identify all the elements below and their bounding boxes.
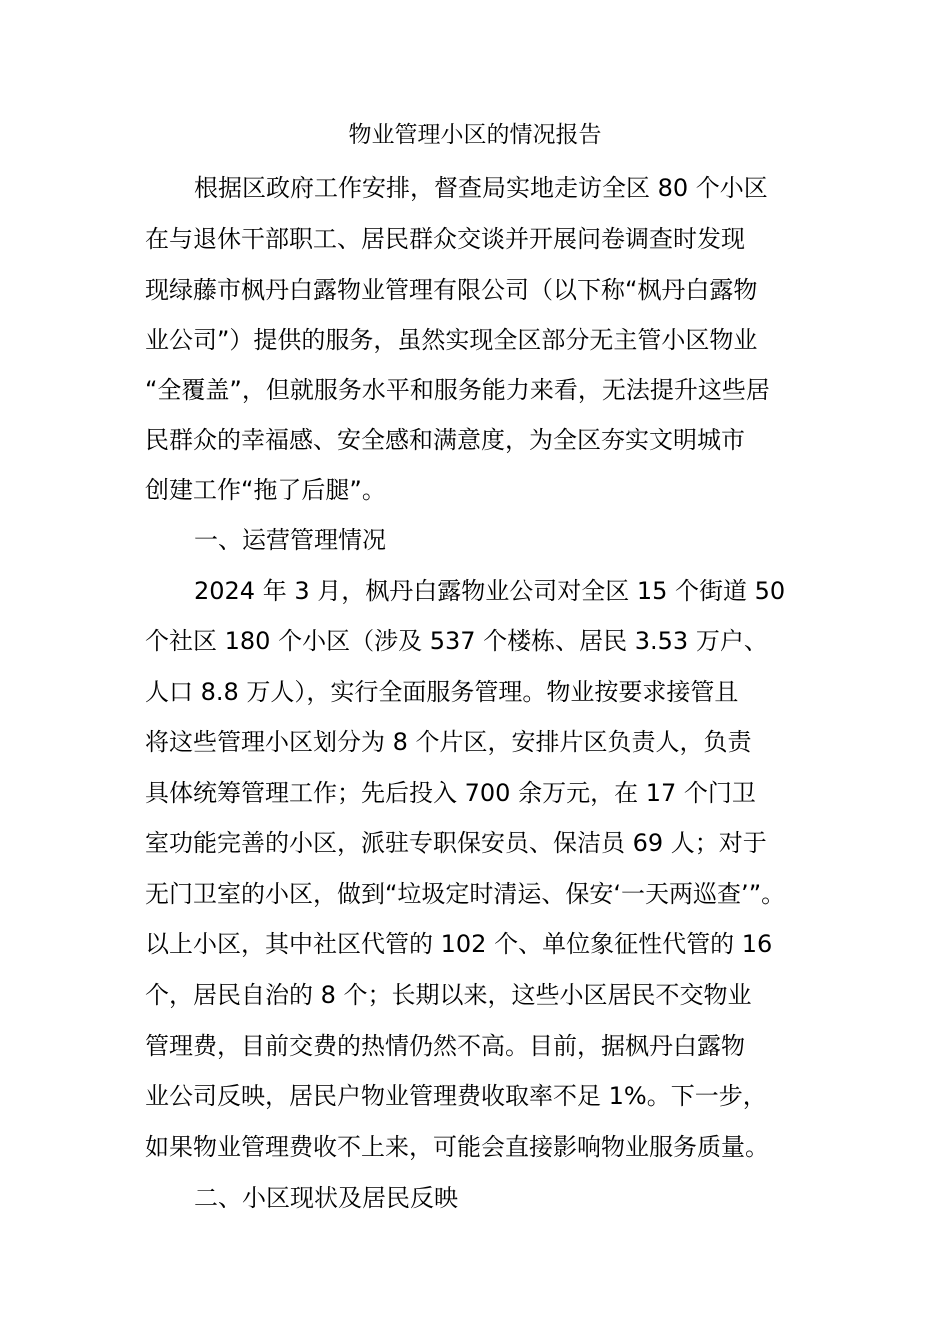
paragraph-line: 在与退休干部职工、居民群众交谈并开展问卷调查时发现: [145, 225, 745, 253]
document-title: 物业管理小区的情况报告: [348, 122, 602, 148]
paragraph-line: 民群众的幸福感、安全感和满意度，为全区夯实文明城市: [145, 426, 745, 454]
paragraph-line: 将这些管理小区划分为 8 个片区，安排片区负责人，负责: [145, 728, 752, 756]
paragraph-line: 现绿藤市枫丹白露物业管理有限公司（以下称“枫丹白露物: [145, 276, 758, 304]
paragraph-line: 如果物业管理费收不上来，可能会直接影响物业服务质量。: [145, 1133, 769, 1161]
paragraph-line: 个，居民自治的 8 个；长期以来，这些小区居民不交物业: [145, 981, 752, 1009]
paragraph-line: 创建工作“拖了后腿”。: [145, 476, 386, 504]
paragraph-line: 根据区政府工作安排，督查局实地走访全区 80 个小区: [194, 174, 768, 202]
paragraph-line: 室功能完善的小区，派驻专职保安员、保洁员 69 人；对于: [145, 829, 767, 857]
section-heading-2: 二、小区现状及居民反映: [194, 1184, 458, 1212]
paragraph-line: 以上小区，其中社区代管的 102 个、单位象征性代管的 16: [145, 930, 773, 958]
paragraph-line: 个社区 180 个小区（涉及 537 个楼栋、居民 3.53 万户、: [145, 627, 768, 655]
paragraph-line: 无门卫室的小区，做到“垃圾定时清运、保安‘一天两巡查’”。: [145, 880, 786, 908]
paragraph-line: 业公司”）提供的服务，虽然实现全区部分无主管小区物业: [145, 326, 758, 354]
paragraph-line: 业公司反映，居民户物业管理费收取率不足 1%。下一步，: [145, 1082, 767, 1110]
paragraph-line: 具体统筹管理工作；先后投入 700 余万元，在 17 个门卫: [145, 779, 756, 807]
paragraph-line: 人口 8.8 万人），实行全面服务管理。物业按要求接管且: [145, 678, 739, 706]
paragraph-line: 管理费，目前交费的热情仍然不高。目前，据枫丹白露物: [145, 1032, 745, 1060]
section-heading-1: 一、运营管理情况: [194, 526, 386, 554]
paragraph-line: “全覆盖”，但就服务水平和服务能力来看，无法提升这些居: [145, 376, 770, 404]
paragraph-line: 2024 年 3 月，枫丹白露物业公司对全区 15 个街道 50: [194, 577, 786, 605]
